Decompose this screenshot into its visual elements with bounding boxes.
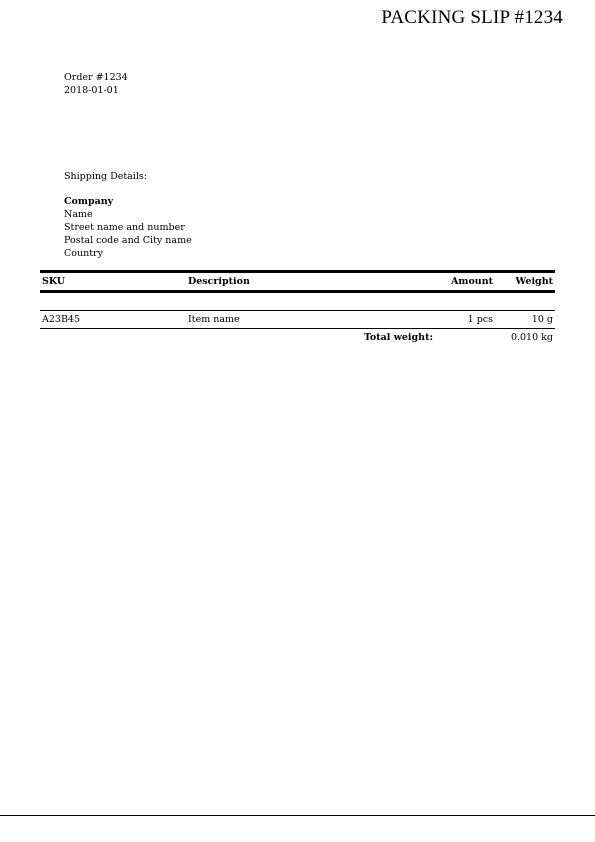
order-info xyxy=(64,71,128,97)
spacer xyxy=(64,183,192,195)
table-header-row xyxy=(40,273,555,290)
header-description: Description xyxy=(188,276,250,287)
row-sku: A23B45 xyxy=(42,314,81,325)
row-amount: 1 pcs xyxy=(467,314,493,325)
row-weight: 10 g xyxy=(531,314,553,325)
total-weight-value: 0.010 kg xyxy=(510,332,553,343)
shipping-postal-city: Postal code and City name xyxy=(64,235,192,246)
order-date: 2018-01-01 xyxy=(64,85,119,96)
header-sku: SKU xyxy=(42,276,66,287)
footer-rule xyxy=(0,815,595,816)
shipping-company: Company xyxy=(64,196,114,207)
document-title: PACKING SLIP #1234 xyxy=(381,7,563,28)
table-row xyxy=(40,311,555,328)
shipping-street: Street name and number xyxy=(64,222,185,233)
shipping-name: Name xyxy=(64,209,93,220)
total-weight-label: Total weight: xyxy=(363,332,433,343)
order-number: Order #1234 xyxy=(64,72,128,83)
shipping-heading: Shipping Details: xyxy=(64,171,147,182)
header-weight: Weight xyxy=(515,276,553,287)
total-weight-row xyxy=(40,329,555,346)
shipping-details xyxy=(64,170,192,260)
header-amount: Amount xyxy=(451,276,493,287)
shipping-country: Country xyxy=(64,248,103,259)
table-spacer xyxy=(40,293,555,310)
row-description: Item name xyxy=(188,314,240,325)
items-table xyxy=(40,270,555,346)
